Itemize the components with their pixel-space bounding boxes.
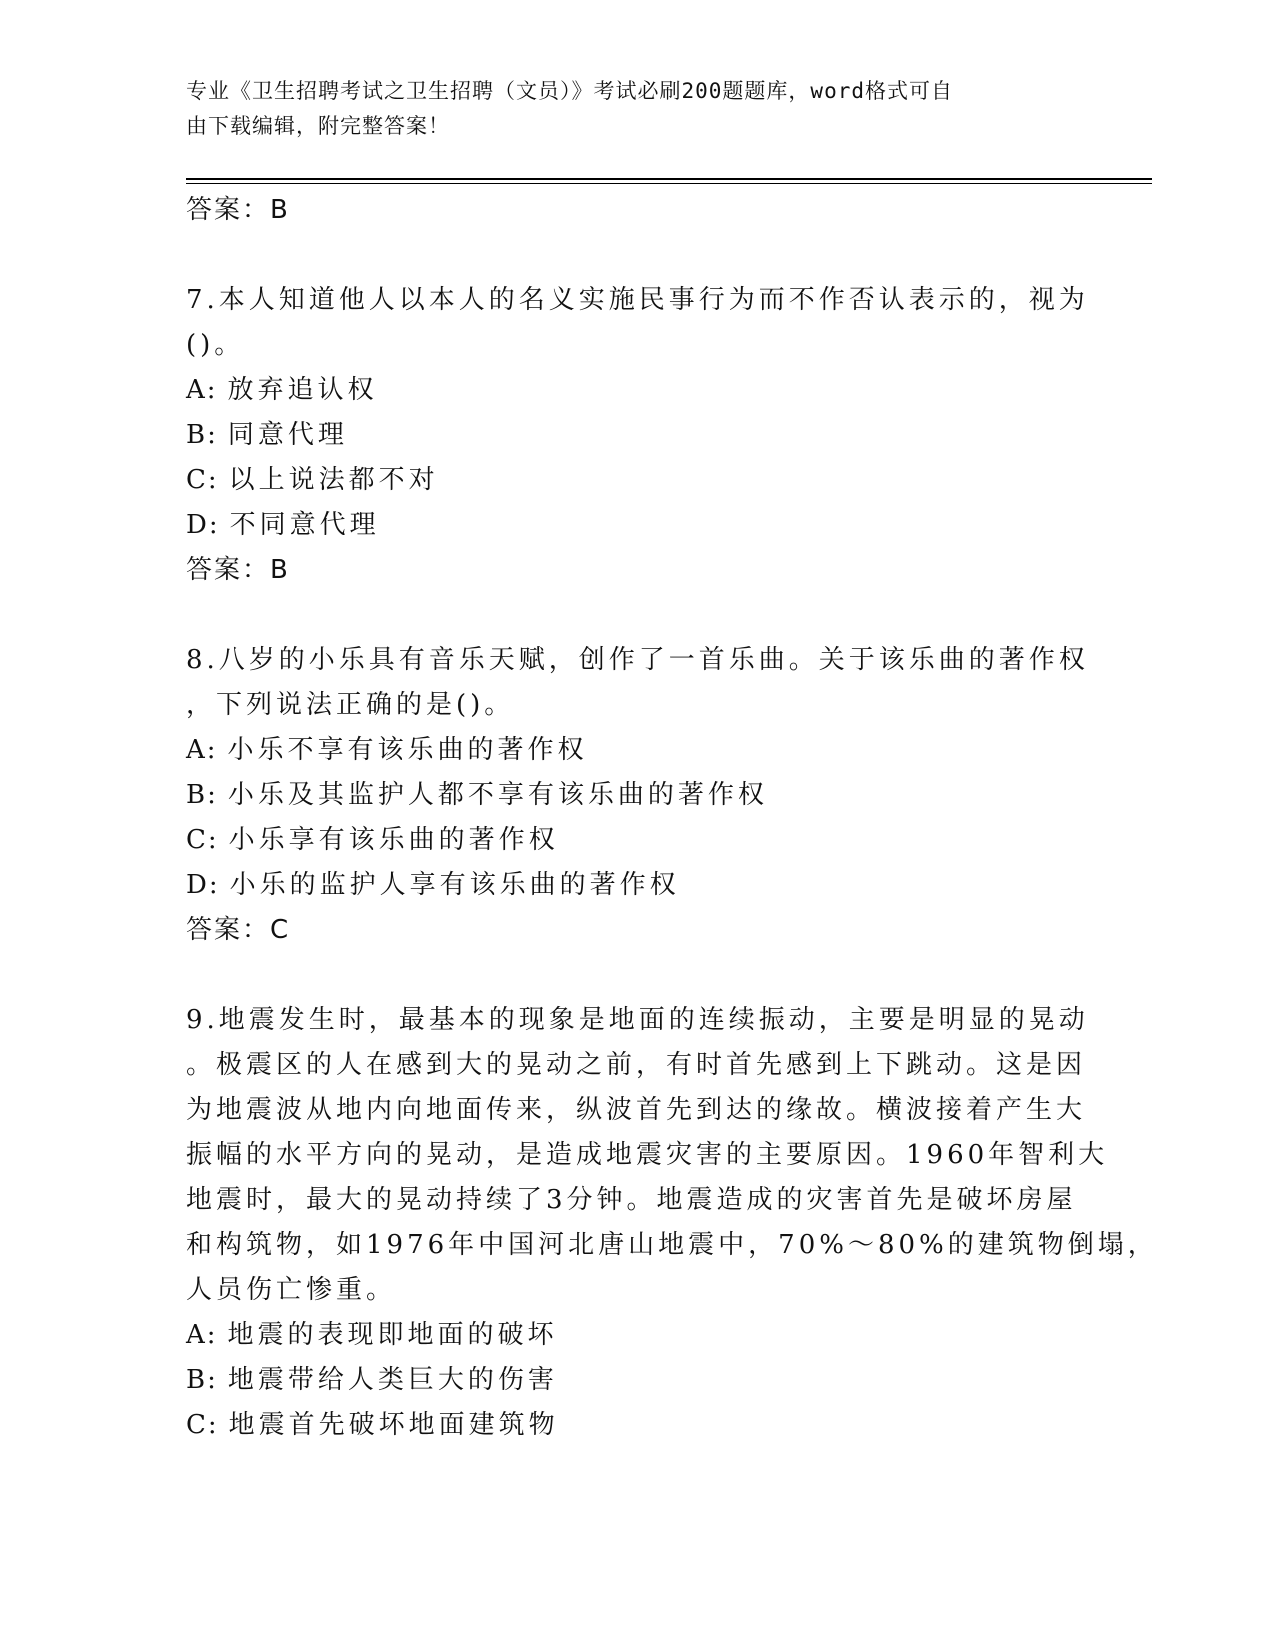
question-text-line: ()。: [186, 330, 245, 360]
document-header: [186, 74, 1066, 144]
option-c: [186, 818, 1086, 863]
option-text: 同意代理: [227, 420, 348, 450]
option-b: [186, 413, 1086, 458]
question-text-line: ，下列说法正确的是()。: [186, 690, 515, 720]
option-letter: B:: [186, 420, 218, 450]
question-block: [186, 278, 1089, 593]
option-text: 地震的表现即地面的破坏: [227, 1320, 558, 1350]
question-text-line: 地震时，最大的晃动持续了3分钟。地震造成的灾害首先是破坏房屋: [186, 1185, 1077, 1215]
option-a: [186, 728, 1086, 773]
question-block: [186, 998, 1158, 1448]
option-letter: C:: [186, 1410, 219, 1440]
question-text-line: 为地震波从地内向地面传来，纵波首先到达的缘故。横波接着产生大: [186, 1095, 1087, 1125]
option-letter: D:: [186, 870, 220, 900]
header-rule-thin: [186, 183, 1152, 184]
option-text: 地震首先破坏地面建筑物: [228, 1410, 559, 1440]
spacer: [186, 233, 1086, 278]
option-text: 小乐及其监护人都不享有该乐曲的著作权: [227, 780, 768, 810]
option-c: [186, 458, 1086, 503]
option-letter: C:: [186, 825, 219, 855]
spacer: [186, 953, 1086, 998]
spacer: [186, 593, 1086, 638]
option-text: 地震带给人类巨大的伤害: [227, 1365, 558, 1395]
option-text: 放弃追认权: [227, 375, 378, 405]
option-text: 小乐的监护人享有该乐曲的著作权: [229, 870, 680, 900]
option-d: [186, 863, 1086, 908]
question-text-line: 人员伤亡惨重。: [186, 1275, 397, 1305]
option-c: [186, 1403, 1086, 1448]
document-body: [186, 188, 1158, 1448]
answer-line: 答案：B: [186, 195, 290, 225]
option-a: [186, 368, 1086, 413]
header-rule-thick: [186, 178, 1152, 180]
question-text-line: 振幅的水平方向的晃动，是造成地震灾害的主要原因。1960年智利大: [186, 1140, 1109, 1170]
answer-line: 答案：B: [186, 555, 290, 585]
option-letter: B:: [186, 780, 218, 810]
question-text-line: 7.本人知道他人以本人的名义实施民事行为而不作否认表示的，视为: [186, 285, 1089, 315]
option-letter: C:: [186, 465, 219, 495]
option-d: [186, 503, 1086, 548]
header-line-2: 由下载编辑，附完整答案！: [186, 114, 450, 138]
question-block: [186, 638, 1089, 953]
question-text-line: 。极震区的人在感到大的晃动之前，有时首先感到上下跳动。这是因: [186, 1050, 1087, 1080]
question-text-line: 9.地震发生时，最基本的现象是地面的连续振动，主要是明显的晃动: [186, 1005, 1089, 1035]
option-letter: A:: [186, 735, 218, 765]
header-line-1: 专业《卫生招聘考试之卫生招聘（文员）》考试必刷200题题库，word格式可自: [186, 79, 953, 103]
question-text-line: 8.八岁的小乐具有音乐天赋，创作了一首乐曲。关于该乐曲的著作权: [186, 645, 1089, 675]
option-letter: B:: [186, 1365, 218, 1395]
option-letter: A:: [186, 1320, 218, 1350]
option-letter: A:: [186, 375, 218, 405]
option-text: 小乐不享有该乐曲的著作权: [227, 735, 588, 765]
answer-line: 答案：C: [186, 915, 291, 945]
option-b: [186, 1358, 1086, 1403]
question-text-line: 和构筑物，如1976年中国河北唐山地震中，70%～80%的建筑物倒塌，: [186, 1230, 1158, 1260]
option-text: 小乐享有该乐曲的著作权: [228, 825, 559, 855]
option-text: 以上说法都不对: [228, 465, 439, 495]
option-text: 不同意代理: [229, 510, 380, 540]
option-a: [186, 1313, 1086, 1358]
option-letter: D:: [186, 510, 220, 540]
option-b: [186, 773, 1086, 818]
